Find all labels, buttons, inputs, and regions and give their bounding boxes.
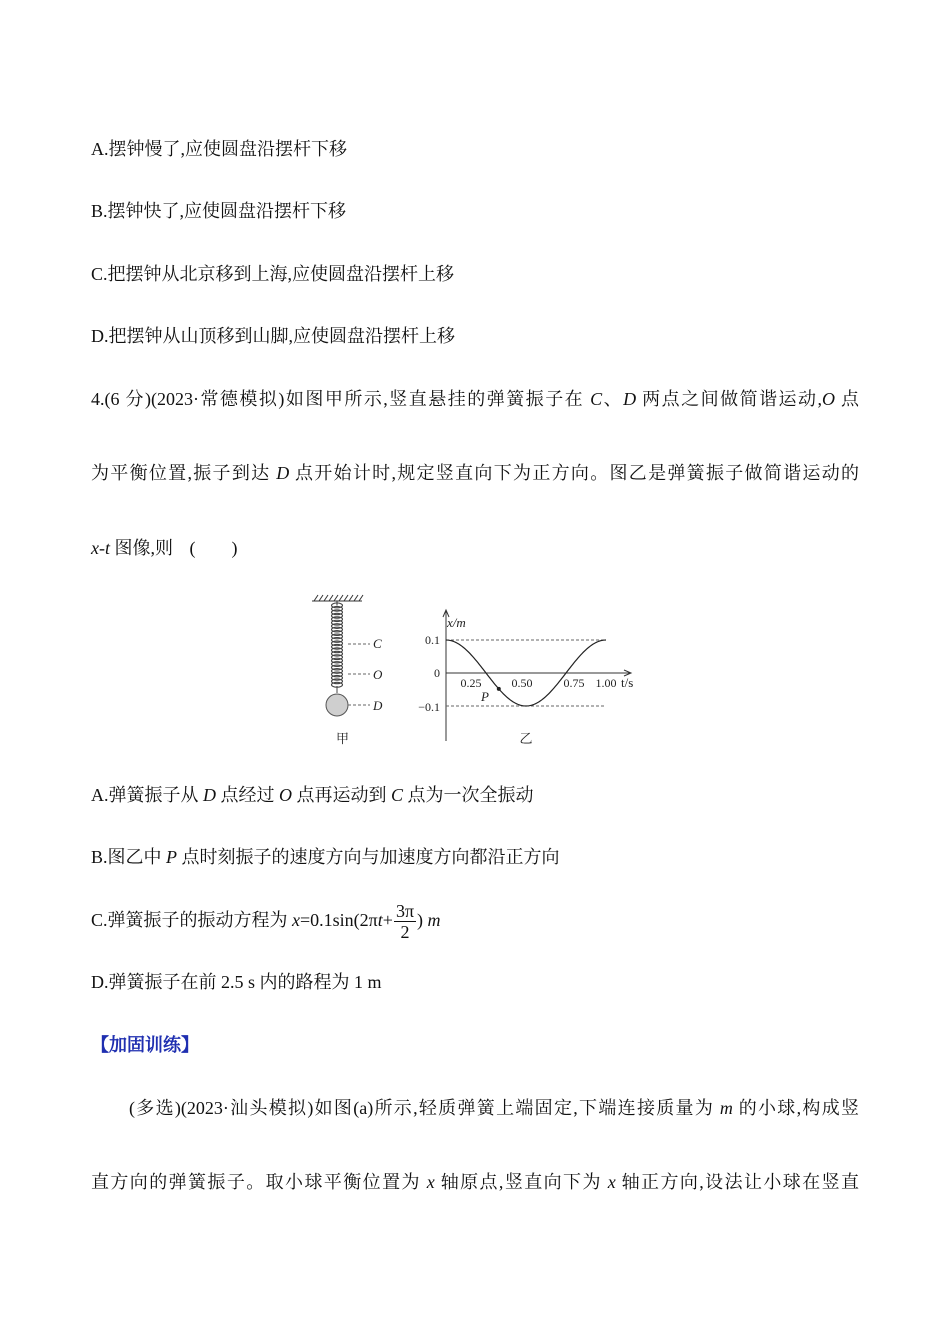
- question4-line2: [91, 461, 859, 485]
- var-x: x: [426, 1172, 435, 1192]
- option-label: B.: [91, 201, 108, 221]
- figure-svg: [300, 593, 645, 748]
- point-p: [497, 687, 501, 691]
- equation-part: ): [417, 910, 428, 930]
- var-c: C: [590, 389, 603, 409]
- reinforce-line2: [91, 1170, 859, 1194]
- var-x: x: [292, 910, 301, 930]
- question-number: 4.: [91, 389, 105, 409]
- option-text: 点再运动到: [292, 785, 391, 805]
- question-text: 点: [835, 389, 860, 409]
- option-q3-a: [91, 137, 347, 161]
- label-o: O: [373, 667, 383, 682]
- unit: m: [427, 910, 441, 930]
- oscillator-ball: [326, 694, 348, 716]
- spring: [332, 601, 343, 687]
- option-text: 弹簧振子从: [108, 785, 203, 805]
- y-axis-label: x/m: [447, 615, 466, 630]
- option-label: D.: [91, 326, 109, 346]
- option-text: 摆钟快了,应使圆盘沿摆杆下移: [107, 201, 347, 221]
- dash: -: [99, 538, 105, 558]
- var-m: m: [719, 1098, 733, 1118]
- option-text: 摆钟慢了,应使圆盘沿摆杆下移: [108, 139, 347, 159]
- var-t: t: [377, 910, 383, 930]
- var-d: D: [623, 389, 637, 409]
- option-q3-d: [91, 324, 455, 348]
- caption-left: 甲: [336, 731, 350, 746]
- option-label: D.: [91, 972, 109, 992]
- var-o: O: [279, 785, 292, 805]
- option-q4-b: [91, 845, 560, 869]
- var-x: x: [607, 1172, 616, 1192]
- option-text: 点经过: [216, 785, 279, 805]
- option-q3-b: [91, 199, 346, 223]
- x-axis-label: t/s: [621, 675, 634, 690]
- paragraph-text: 的小球,构成竖: [732, 1098, 859, 1118]
- fraction-numerator: 3π: [395, 901, 415, 922]
- option-label: A.: [91, 139, 109, 159]
- paragraph-text: 轴原点,竖直向下为: [434, 1172, 608, 1192]
- var-o: O: [822, 389, 836, 409]
- y-tick-label: 0.1: [425, 633, 440, 647]
- answer-bracket: ( ): [189, 538, 238, 558]
- option-text: 图乙中: [107, 847, 167, 867]
- var-c: C: [391, 785, 404, 805]
- option-label: A.: [91, 785, 109, 805]
- option-label: C.: [91, 264, 108, 284]
- point-p-label: P: [481, 689, 489, 704]
- x-tick-label: 1.00: [595, 676, 617, 690]
- ceiling: [312, 595, 363, 601]
- separator: 、: [602, 389, 624, 409]
- figure: [300, 593, 645, 753]
- question-text: 为平衡位置,振子到达: [91, 463, 277, 483]
- question-score: (6 分): [104, 389, 151, 409]
- xt-chart: [418, 610, 633, 746]
- question-text: 两点之间做简谐运动,: [636, 389, 823, 409]
- caption-right: 乙: [519, 731, 533, 746]
- equation-part: +: [382, 910, 393, 930]
- var-t: t: [105, 538, 111, 558]
- option-text: 点为一次全振动: [403, 785, 534, 805]
- paragraph-text: (多选)(2023·汕头模拟)如图(a)所示,轻质弹簧上端固定,下端连接质量为: [129, 1098, 720, 1118]
- var-d: D: [276, 463, 290, 483]
- option-text: 弹簧振子在前 2.5 s 内的路程为 1 m: [108, 972, 382, 992]
- question-text: 如图甲所示,竖直悬挂的弹簧振子在: [284, 389, 591, 409]
- var-x: x: [91, 538, 99, 558]
- paragraph-text: 轴正方向,设法让小球在竖直: [615, 1172, 860, 1192]
- question-text: 图像,则: [110, 538, 174, 558]
- option-q4-c: [91, 898, 441, 942]
- option-text: 点时刻振子的速度方向与加速度方向都沿正方向: [177, 847, 560, 867]
- reinforce-line1: [129, 1096, 859, 1120]
- var-p: P: [166, 847, 178, 867]
- option-q4-a: [91, 783, 534, 807]
- option-text: 弹簧振子的振动方程为: [107, 910, 293, 930]
- label-c: C: [373, 636, 382, 651]
- fraction-denominator: 2: [400, 922, 410, 943]
- option-text: 把摆钟从山顶移到山脚,应使圆盘沿摆杆上移: [108, 326, 455, 346]
- option-q4-d: [91, 970, 382, 994]
- option-label: C.: [91, 910, 108, 930]
- var-d: D: [203, 785, 216, 805]
- equation-part: =0.1sin(2π: [300, 910, 378, 930]
- fraction: [394, 901, 416, 942]
- x-tick-label: 0.25: [460, 676, 482, 690]
- y-tick-label: 0: [434, 666, 440, 680]
- option-label: B.: [91, 847, 108, 867]
- paragraph-text: 直方向的弹簧振子。取小球平衡位置为: [91, 1172, 427, 1192]
- option-text: 把摆钟从北京移到上海,应使圆盘沿摆杆上移: [107, 264, 455, 284]
- option-q3-c: [91, 262, 454, 286]
- x-tick-label: 0.75: [563, 676, 585, 690]
- question4-line1: [91, 387, 859, 411]
- y-tick-label: −0.1: [418, 700, 440, 714]
- label-d: D: [373, 698, 383, 713]
- x-tick-label: 0.50: [511, 676, 533, 690]
- question-text: 点开始计时,规定竖直向下为正方向。图乙是弹簧振子做简谐运动的: [289, 463, 859, 483]
- question4-line3: [91, 536, 238, 560]
- question-source: (2023·常德模拟): [150, 389, 285, 409]
- section-heading: 【加固训练】: [91, 1035, 199, 1055]
